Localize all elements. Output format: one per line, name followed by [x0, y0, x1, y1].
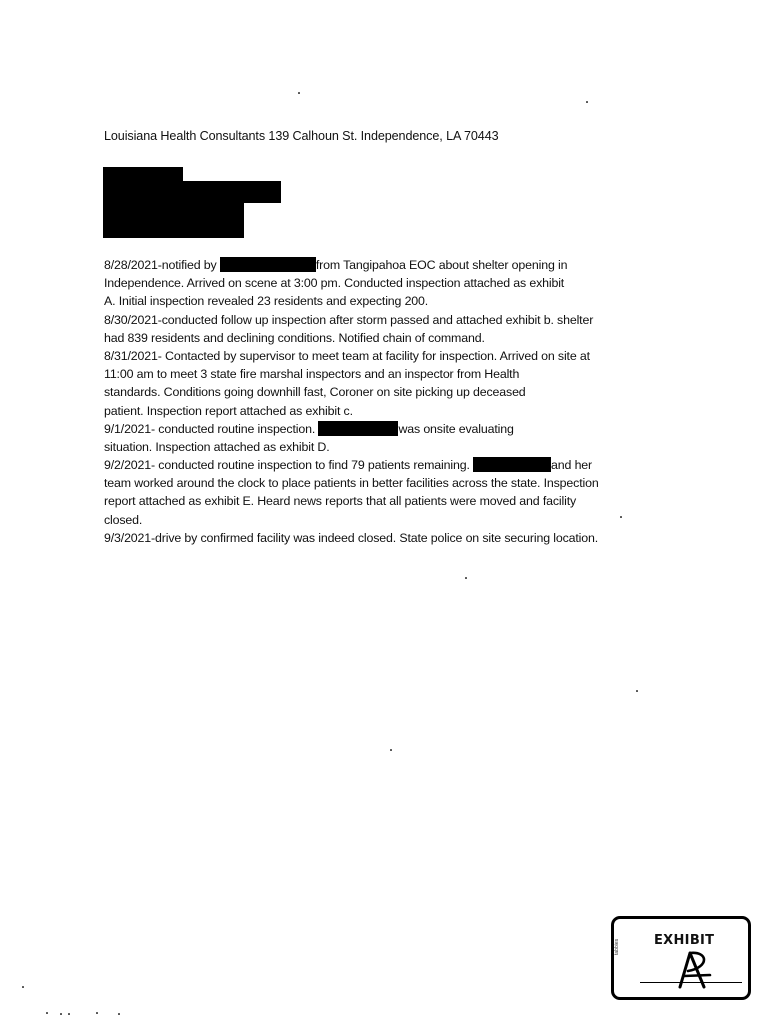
scan-speck	[586, 101, 588, 103]
redacted-name	[318, 421, 398, 436]
exhibit-stamp-title: EXHIBIT	[654, 933, 715, 948]
redacted-name	[220, 257, 316, 272]
log-line: A. Initial inspection revealed 23 residents and expecting 200.	[104, 294, 429, 309]
exhibit-stamp	[611, 916, 751, 1000]
scan-speck	[96, 1012, 98, 1014]
log-line: 8/30/2021-conducted follow up inspection after storm passed and attached exhibit b. shelter	[104, 312, 594, 327]
redaction-edge	[184, 181, 281, 182]
log-line: patient. Inspection report attached as exhibit c.	[104, 403, 353, 418]
log-text: 8/28/2021-notified by	[104, 258, 220, 272]
scan-speck	[636, 690, 638, 692]
log-text: from Tangipahoa EOC about shelter opening in	[315, 258, 568, 272]
log-line	[104, 456, 674, 474]
incident-log	[104, 256, 674, 547]
log-line: 9/3/2021-drive by confirmed facility was indeed closed. State police on site securing location.	[104, 530, 599, 545]
log-line: Independence. Arrived on scene at 3:00 pm. Conducted inspection attached as exhibit	[104, 276, 565, 291]
log-line: 8/31/2021- Contacted by supervisor to meet team at facility for inspection. Arrived on site at	[104, 348, 590, 363]
log-line: report attached as exhibit E. Heard news reports that all patients were moved and facility	[104, 494, 577, 509]
log-text: was onsite evaluating	[398, 421, 514, 436]
log-line: situation. Inspection attached as exhibit D.	[104, 439, 330, 454]
log-text: 9/2/2021- conducted routine inspection to find 79 patients remaining.	[104, 458, 474, 473]
redaction-block	[103, 200, 244, 238]
log-line	[104, 420, 674, 438]
scan-speck	[465, 577, 467, 579]
letterhead-address: Louisiana Health Consultants 139 Calhoun St. Independence, LA 70443	[104, 129, 499, 143]
log-line: closed.	[104, 512, 143, 527]
scan-speck	[60, 1013, 62, 1015]
exhibit-stamp-side-text: tabbies	[614, 938, 620, 955]
log-line: 11:00 am to meet 3 state fire marshal inspectors and an inspector from Health	[104, 367, 520, 382]
scan-speck	[68, 1013, 70, 1015]
scan-speck	[390, 749, 392, 751]
scan-speck	[118, 1013, 120, 1015]
scan-speck	[22, 986, 24, 988]
handwritten-exhibit-letter-a	[674, 947, 718, 991]
log-line: standards. Conditions going downhill fast, Coroner on site picking up deceased	[104, 385, 526, 400]
log-text: and her	[551, 458, 593, 473]
log-text: 9/1/2021- conducted routine inspection.	[104, 421, 319, 436]
redacted-name	[473, 457, 551, 472]
log-line	[104, 256, 674, 274]
scan-speck	[46, 1012, 48, 1014]
scan-speck	[298, 92, 300, 94]
log-line: had 839 residents and declining conditions. Notified chain of command.	[104, 330, 485, 345]
log-line: team worked around the clock to place patients in better facilities across the state. Inspection	[104, 476, 599, 491]
